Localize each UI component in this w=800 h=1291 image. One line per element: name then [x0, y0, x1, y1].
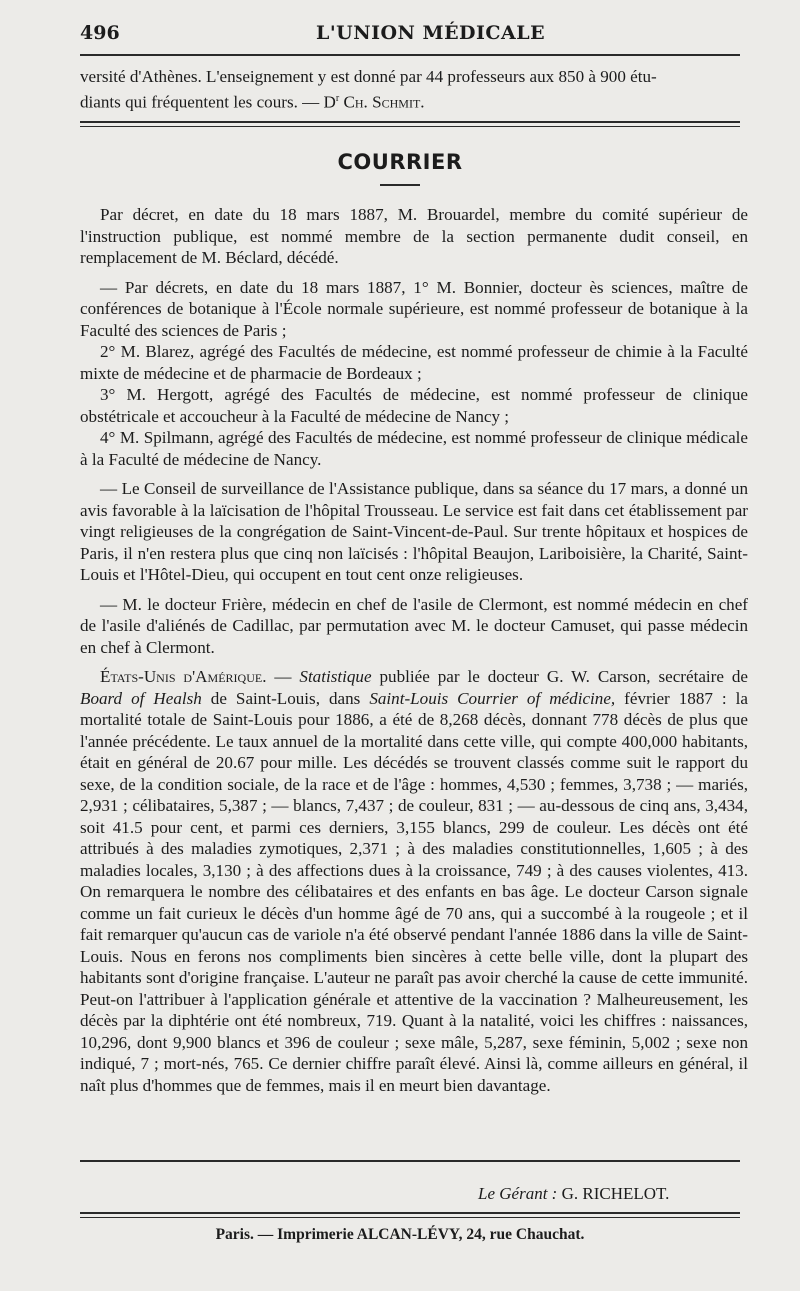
page-number: 496 [80, 22, 120, 44]
paragraph-decree-brouardel: Par décret, en date du 18 mars 1887, M. Brouardel, membre du comité supérieur de l'instruction publique, est nommé membre de la section permanente dudit conseil, en remplacement de M. Béclard, décédé. [80, 205, 748, 267]
paragraph-decree-bonnier: — Par décrets, en date du 18 mars 1887, 1° M. Bonnier, docteur ès sciences, maître de conférences de botanique à l'École normale supérieure, est nommé professeur de botanique à la Faculté des sciences de Paris ; [80, 277, 748, 340]
section-title-underline [380, 184, 420, 186]
paragraph-lead: États-Unis d'Amérique. [100, 667, 267, 686]
article-separator-bottom [80, 126, 740, 127]
article-separator-top [80, 121, 740, 123]
previous-article-ending [80, 66, 748, 113]
italic-statistique: Statistique [299, 667, 372, 686]
footer-rule-middle [80, 1212, 740, 1214]
paragraph-dash: — [266, 667, 300, 686]
signature-role: Le Gérant : [478, 1184, 558, 1203]
signature-name: G. RICHELOT. [561, 1184, 670, 1203]
section-title: COURRIER [337, 150, 463, 174]
page-header [80, 22, 745, 50]
continuation-sup: r [335, 92, 340, 104]
continuation-line-1: versité d'Athènes. L'enseignement y est donné par 44 professeurs aux 850 à 900 étu- [80, 67, 657, 86]
paragraph-etats-unis [80, 666, 748, 1096]
continuation-text: diants qui fréquentent les cours. — D [80, 92, 336, 112]
footer-rule-lower [80, 1217, 740, 1218]
paragraph-assistance-publique: — Le Conseil de surveillance de l'Assistance publique, dans sa séance du 17 mars, a donné un avis favorable à la laïcisation de l'hôpital Trousseau. Le service est fait dans cet établissement par vingt religieuses de la congrégation de Saint-Vincent-de-Paul. Sur trente hôpitaux et hospices de Paris, il n'en restera plus que cinq non laïcisés : l'hôpital Beaujon, Lariboisière, la Charité, Saint-Louis et l'Hôtel-Dieu, qui occupent en tout cent onze religieuses. [80, 479, 748, 584]
signature [478, 1184, 669, 1204]
paragraph-blarez: 2° M. Blarez, agrégé des Facultés de médecine, est nommé professeur de chimie à la Faculté mixte de médecine et de pharmacie de Bordeaux ; [80, 342, 748, 383]
paragraph-friere: — M. le docteur Frière, médecin en chef de l'asile de Clermont, est nommé médecin en chef de l'asile d'aliénés de Cadillac, par permutation avec M. le docteur Camuset, qui passe médecin en chef à Clermont. [80, 594, 748, 657]
author-name: Ch. Schmit. [339, 92, 425, 112]
printer-imprint: Paris. — Imprimerie ALCAN-LÉVY, 24, rue Chauchat. [215, 1226, 585, 1243]
running-title: L'UNION MÉDICALE [316, 22, 546, 44]
continuation-line-2 [80, 88, 748, 113]
paragraph-spilmann: 4° M. Spilmann, agrégé des Facultés de médecine, est nommé professeur de clinique médicale à la Faculté de médecine de Nancy. [80, 428, 748, 469]
italic-journal: Saint-Louis Courrier of médicine, [369, 688, 616, 708]
footer-rule-top [80, 1160, 740, 1162]
italic-board: Board of Healsh [80, 688, 202, 708]
paragraph-text-3: février 1887 : la mortalité totale de Saint-Louis pour 1886, a été de 8,268 décès, donnant 778 décès de plus que l'année précédente. Le taux annuel de la mortalité dans cette ville, qui compte 400,000 habitants, était en général de 20.67 pour mille. Les décédés se trouvent classés comme suit le rapport du sexe, de la condition sociale, de la race et de l'âge : hommes, 4,530 ; femmes, 3,738 ; — mariés, 2,931 ; célibataires, 5,387 ; — blancs, 7,437 ; de couleur, 831 ; — au-dessous de cinq ans, 3,434, soit 41.5 pour cent, et parmi ces derniers, 3,155 blancs, 299 de couleur. Les décès ont été attribués à des maladies zymotiques, 2,371 ; à des maladies constitutionnelles, 1,605 ; à des maladies locales, 3,130 ; à des affections dues à la croissance, 749 ; à des causes violentes, 413. On remarquera le nombre des célibataires et des enfants en bas âge. Le docteur Carson signale comme un fait curieux le décès d'un homme âgé de 70 ans, qui a succombé à la rougeole ; et il fait remarquer qu'aucun cas de variole n'a été observé pendant l'année 1886 dans la ville de Saint-Louis. Nous en ferons nos compliments bien sincères à cette belle ville, dont la plupart des habitants sont d'origine française. L'auteur ne paraît pas avoir cherché la cause de cette immunité. Peut-on l'attribuer à l'application générale et attentive de la vaccination ? Malheureusement, les décès par la diphtérie ont été nombreux, 719. Quant à la natalité, voici les chiffres : naissances, 10,296, dont 9,900 blancs et 396 de couleur ; sexe mâle, 5,287, sexe féminin, 5,002 ; sexe non indiqué, 7 ; mort-nés, 765. Ce dernier chiffre paraît élevé. Ainsi là, comme ailleurs en général, il naît plus d'hommes que de femmes, mais il en meurt bien davantage. [80, 688, 748, 1095]
paragraph-text-1: publiée par le docteur G. W. Carson, secrétaire de [371, 667, 748, 686]
paragraph-text-2: de Saint-Louis, dans [201, 688, 370, 708]
header-rule [80, 54, 740, 56]
courrier-body [80, 204, 748, 1096]
paragraph-hergott: 3° M. Hergott, agrégé des Facultés de médecine, est nommé professeur de clinique obstétricale et accoucheur à la Faculté de médecine de Nancy ; [80, 385, 748, 426]
